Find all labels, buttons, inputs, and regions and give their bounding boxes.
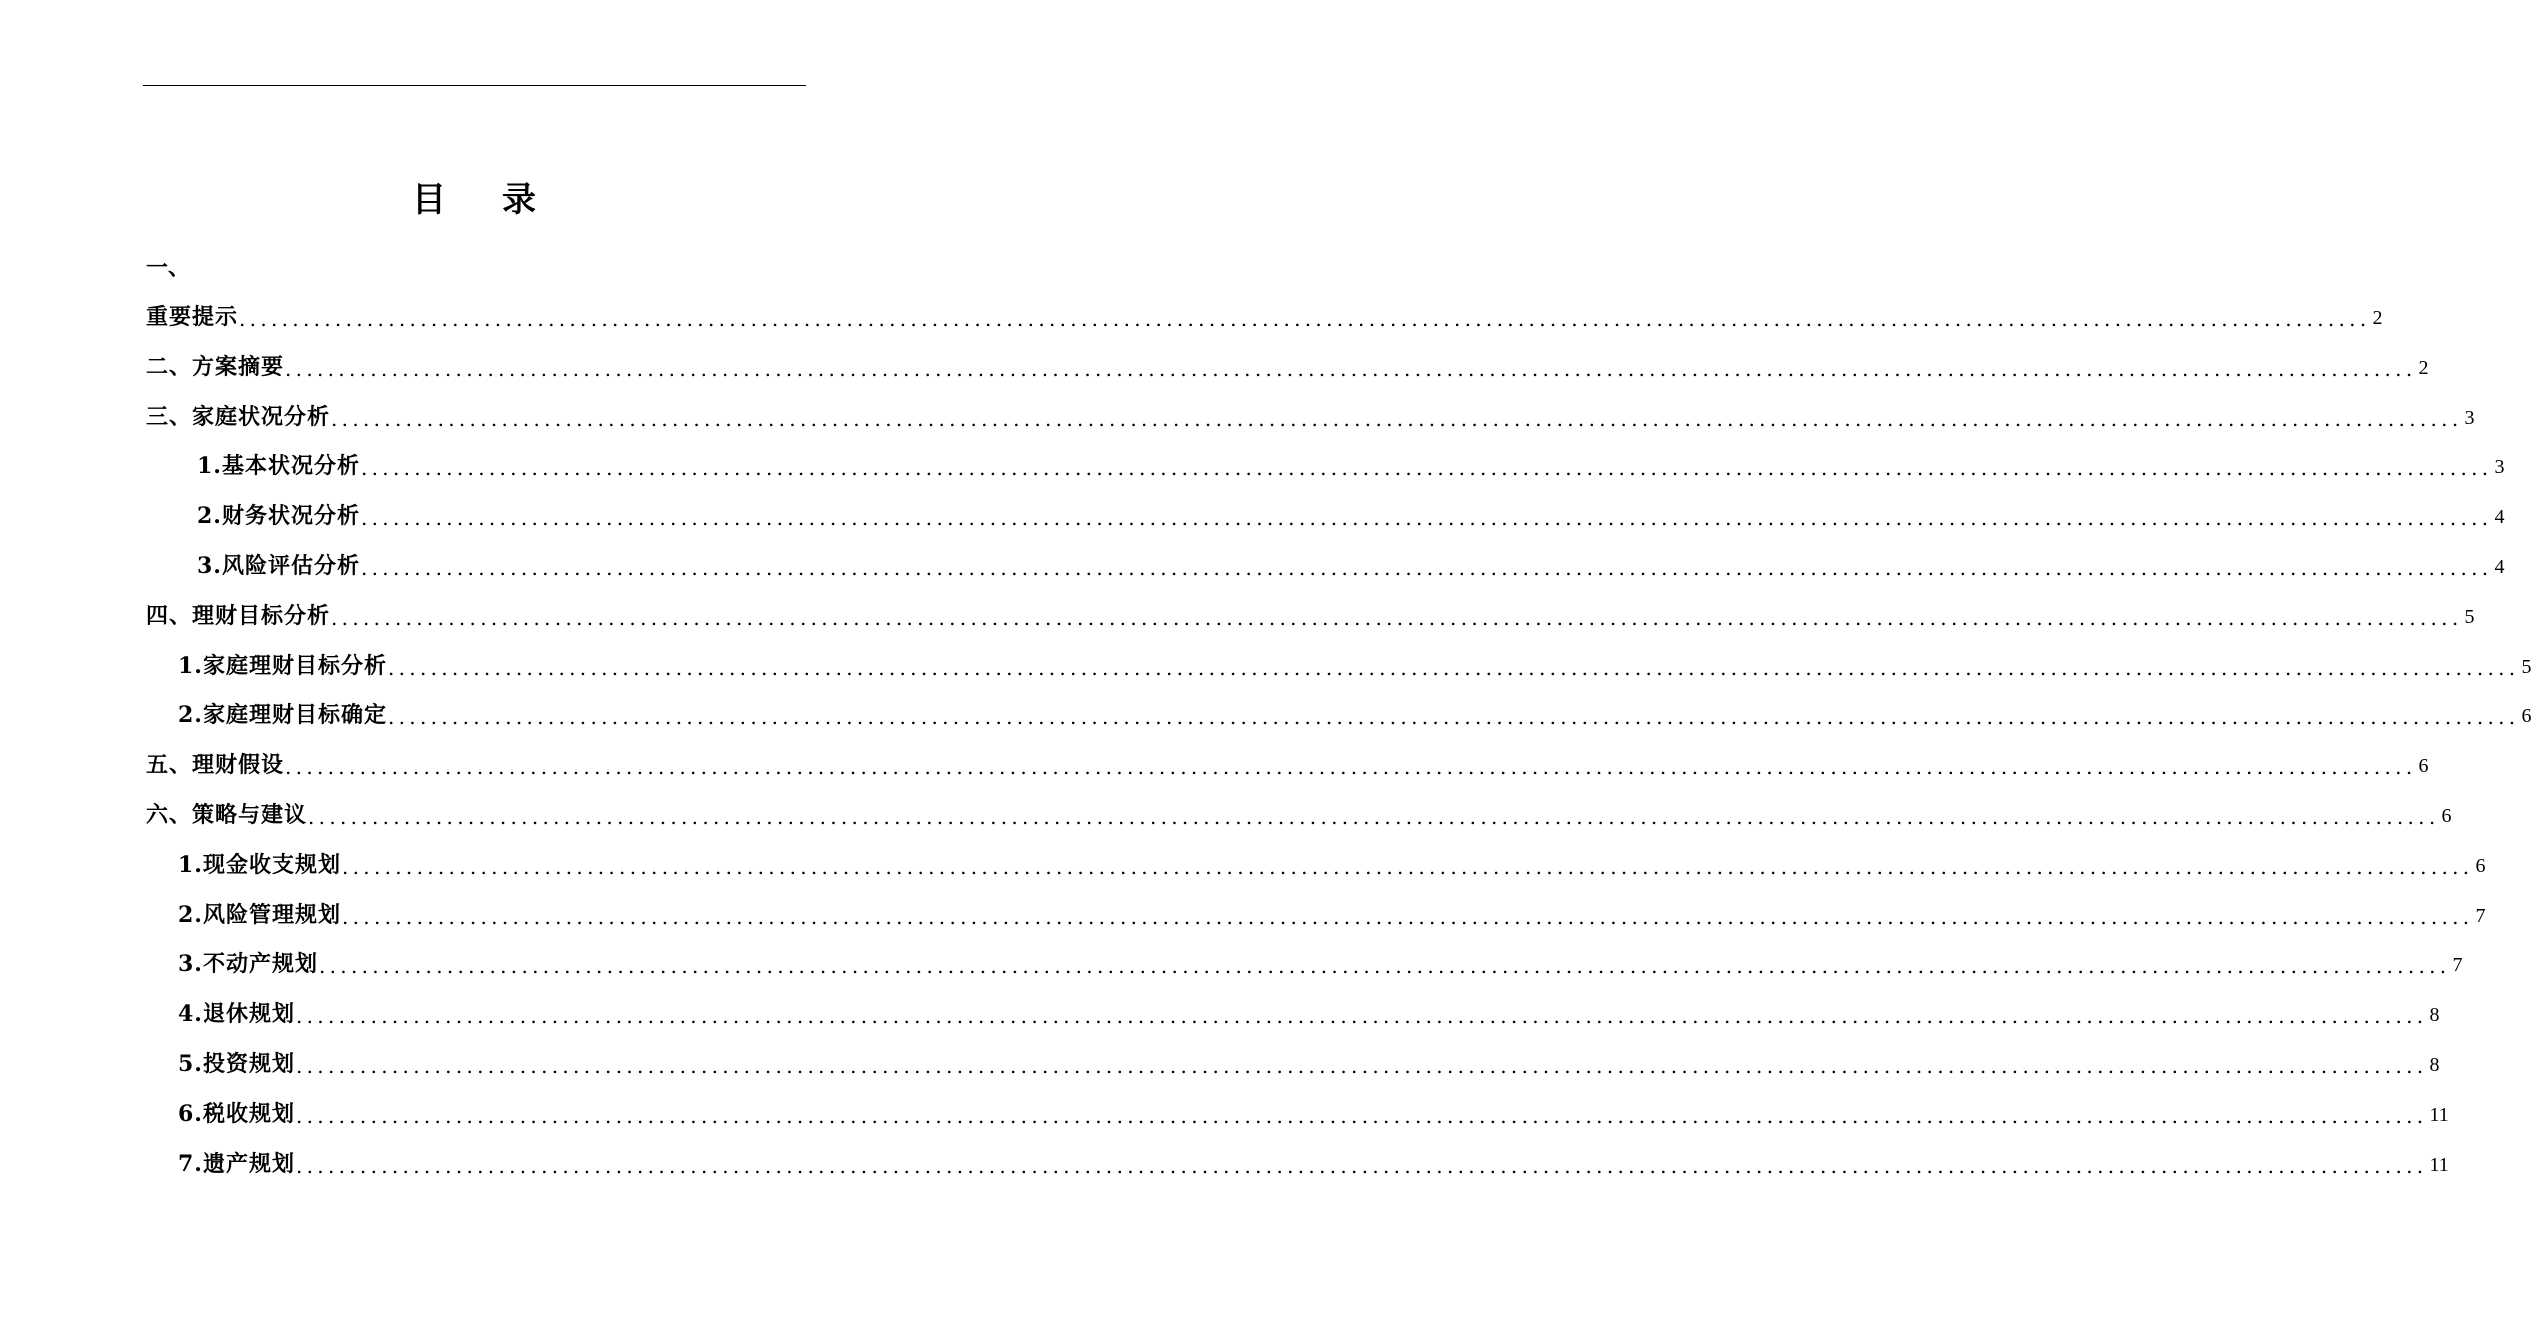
toc-entry[interactable] — [178, 1097, 2449, 1131]
toc-dot-leader: ........................................................................................................................................................................................................ — [341, 855, 2474, 879]
toc-entry-page-number: 4 — [2494, 506, 2505, 528]
toc-dot-leader: ........................................................................................................................................................................................................ — [360, 556, 2493, 580]
toc-dot-leader: ........................................................................................................................................................................................................ — [308, 805, 2440, 829]
toc-entry-label: 1.家庭理财目标分析 — [178, 653, 387, 679]
toc-entry-label: 二、方案摘要 — [146, 354, 285, 380]
toc-entry-label: 2.家庭理财目标确定 — [178, 702, 387, 728]
toc-entry[interactable] — [146, 798, 2452, 832]
toc-entry-page-number: 5 — [2464, 606, 2475, 628]
toc-entry-page-number: 7 — [2452, 954, 2463, 976]
toc-entry-label: 2.财务状况分析 — [197, 503, 360, 529]
toc-entry-page-number: 2 — [2418, 357, 2429, 379]
toc-entry-page-number: 6 — [2418, 755, 2429, 777]
toc-entry-page-number: 6 — [2521, 705, 2531, 727]
toc-entry-label: 2.风险管理规划 — [178, 902, 341, 928]
toc-entry[interactable] — [197, 549, 2505, 583]
page-title-char-2: 录 — [502, 180, 538, 220]
page-title — [0, 172, 950, 228]
toc-entry-label: 三、家庭状况分析 — [146, 404, 331, 430]
toc-entry[interactable] — [178, 947, 2463, 981]
toc-entry-label: 五、理财假设 — [146, 752, 285, 778]
toc-entry-label: 4.退休规划 — [178, 1001, 295, 1027]
page-title-char-1: 目 — [412, 180, 448, 220]
toc-entry-label: 5.投资规划 — [178, 1051, 295, 1077]
toc-entry-label: 3.不动产规划 — [178, 951, 318, 977]
toc-entry-page-number: 8 — [2429, 1004, 2440, 1026]
toc-entry-page-number: 5 — [2521, 656, 2531, 678]
toc-entry-label: 1.现金收支规划 — [178, 852, 341, 878]
toc-entry-label: 7.遗产规划 — [178, 1151, 295, 1177]
toc-dot-leader: ........................................................................................................................................................................................................ — [318, 954, 2451, 978]
toc-entry[interactable] — [178, 1147, 2449, 1181]
toc-dot-leader: ........................................................................................................................................................................................................ — [341, 905, 2474, 929]
toc-dot-leader: ........................................................................................................................................................................................................ — [387, 656, 2520, 680]
toc-entry-label: 3.风险评估分析 — [197, 553, 360, 579]
toc-entry-label: 重要提示 — [146, 304, 239, 330]
toc-dot-leader: ........................................................................................................................................................................................................ — [285, 755, 2417, 779]
toc-entry-page-number: 6 — [2441, 805, 2452, 827]
toc-dot-leader: ........................................................................................................................................................................................................ — [331, 606, 2463, 630]
toc-entry-page-number: 7 — [2475, 905, 2486, 927]
toc-entry-page-number: 8 — [2429, 1054, 2440, 1076]
toc-entry[interactable] — [178, 649, 2531, 683]
toc-entry[interactable] — [178, 898, 2486, 932]
toc-entry-label: 四、理财目标分析 — [146, 603, 331, 629]
toc-entry[interactable] — [146, 300, 2383, 334]
toc-entry-page-number: 2 — [2372, 307, 2383, 329]
toc-entry[interactable] — [146, 599, 2475, 633]
toc-dot-leader: ........................................................................................................................................................................................................ — [295, 1154, 2428, 1178]
toc-entry-label: 6.税收规划 — [178, 1101, 295, 1127]
toc-dot-leader: ........................................................................................................................................................................................................ — [285, 357, 2417, 381]
toc-entry[interactable] — [178, 698, 2531, 732]
header-rule — [143, 85, 806, 86]
toc-dot-leader: ........................................................................................................................................................................................................ — [360, 456, 2493, 480]
toc-entry[interactable] — [197, 449, 2505, 483]
toc-entry-page-number: 6 — [2475, 855, 2486, 877]
toc-dot-leader: ........................................................................................................................................................................................................ — [387, 705, 2520, 729]
toc-entry-page-number: 11 — [2429, 1154, 2449, 1176]
toc-entry-page-number: 3 — [2464, 407, 2475, 429]
toc-entry[interactable] — [197, 499, 2505, 533]
toc-dot-leader: ........................................................................................................................................................................................................ — [295, 1104, 2428, 1128]
toc-entry[interactable] — [146, 350, 2429, 384]
toc-entry[interactable] — [178, 848, 2486, 882]
toc-dot-leader: ........................................................................................................................................................................................................ — [295, 1004, 2428, 1028]
toc-entry-page-number: 3 — [2494, 456, 2505, 478]
toc-dot-leader: ........................................................................................................................................................................................................ — [331, 407, 2463, 431]
toc-entry-page-number: 11 — [2429, 1104, 2449, 1126]
toc-entry[interactable] — [178, 1047, 2440, 1081]
toc-entry[interactable] — [146, 400, 2475, 434]
toc-entry-label: 六、策略与建议 — [146, 802, 308, 828]
toc-entry-page-number: 4 — [2494, 556, 2505, 578]
toc-entry[interactable] — [178, 997, 2440, 1031]
toc-dot-leader: ........................................................................................................................................................................................................ — [295, 1054, 2428, 1078]
toc-dot-leader: ........................................................................................................................................................................................................ — [239, 307, 2371, 331]
toc-entry[interactable] — [146, 748, 2429, 782]
toc-entry-label: 1.基本状况分析 — [197, 453, 360, 479]
toc-dot-leader: ........................................................................................................................................................................................................ — [360, 506, 2493, 530]
section-heading-one: 一、 — [146, 255, 191, 281]
